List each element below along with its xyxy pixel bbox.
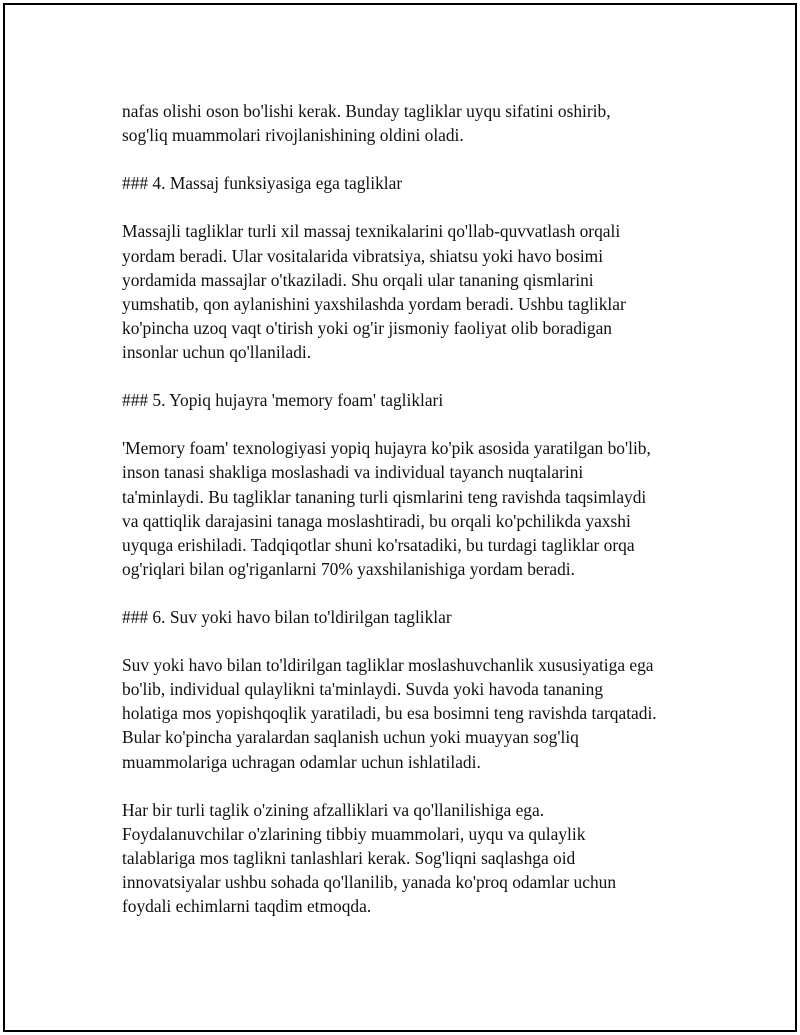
text-line: inson tanasi shakliga moslashadi va individual tayanch nuqtalarini: [122, 462, 584, 483]
text-line: sog'liq muammolari rivojlanishining oldini oladi.: [122, 125, 464, 146]
text-line: Har bir turli taglik o'zining afzalliklari va qo'llanilishiga ega.: [122, 799, 545, 820]
text-line: nafas olishi oson bo'lishi kerak. Bunday tagliklar uyqu sifatini oshirib,: [122, 101, 611, 121]
text-line: muammolariga uchragan odamlar uchun ishlatiladi.: [122, 751, 481, 772]
paragraph: [122, 99, 722, 147]
text-line: yordam beradi. Ular vositalarida vibratsiya, shiatsu yoki havo bosimi: [122, 245, 604, 266]
text-line: innovatsiyalar ushbu sohada qo'llanilib, yanada ko'proq odamlar uchun: [122, 872, 617, 892]
paragraph: [122, 436, 722, 581]
document-body: [122, 99, 722, 918]
text-line: talablariga mos taglikni tanlashlari kerak. Sog'liqni saqlashga oid: [122, 847, 576, 868]
text-line: Suv yoki havo bilan to'ldirilgan tagliklar moslashuvchanlik xususiyatiga ega: [122, 655, 654, 676]
paragraph: [122, 653, 722, 773]
text-line: va qattiqlik darajasini tanaga moslashtiradi, bu orqali ko'pchilikda yaxshi: [122, 510, 631, 531]
text-line: Massajli tagliklar turli xil massaj texnikalarini qo'llab-quvvatlash orqali: [122, 221, 621, 242]
paragraph: [122, 219, 722, 364]
text-line: yordamida massajlar o'tkaziladi. Shu orqali ular tananing qismlarini: [122, 269, 594, 290]
text-line: yumshatib, qon aylanishini yaxshilashda yordam beradi. Ushbu tagliklar: [122, 293, 626, 314]
section-heading: [122, 171, 722, 195]
page-frame: [3, 3, 797, 1032]
text-line: ta'minlaydi. Bu tagliklar tananing turli qismlarini teng ravishda taqsimlaydi: [122, 486, 647, 507]
text-line: holatiga mos yopishqoqlik yaratiladi, bu esa bosimni teng ravishda tarqatadi.: [122, 703, 657, 724]
text-line: ko'pincha uzoq vaqt o'tirish yoki og'ir jismoniy faoliyat olib boradigan: [122, 317, 612, 338]
heading-text: ### 5. Yopiq hujayra 'memory foam' tagliklari: [122, 390, 444, 411]
text-line: Bular ko'pincha yaralardan saqlanish uchun yoki muayyan sog'liq: [122, 727, 579, 748]
text-line: 'Memory foam' texnologiyasi yopiq hujayra ko'pik asosida yaratilgan bo'lib,: [122, 438, 651, 459]
text-line: uyquga erishiladi. Tadqiqotlar shuni ko'rsatadiki, bu turdagi tagliklar orqa: [122, 534, 635, 555]
text-line: bo'lib, individual qulaylikni ta'minlaydi. Suvda yoki havoda tananing: [122, 679, 604, 700]
text-line: foydali echimlarni taqdim etmoqda.: [122, 896, 372, 917]
text-line: og'riqlari bilan og'riganlarni 70% yaxshilanishiga yordam beradi.: [122, 558, 575, 579]
heading-text: ### 6. Suv yoki havo bilan to'ldirilgan tagliklar: [122, 606, 452, 627]
section-heading: [122, 605, 722, 629]
text-line: insonlar uchun qo'llaniladi.: [122, 341, 312, 362]
paragraph: [122, 798, 722, 918]
text-line: Foydalanuvchilar o'zlarining tibbiy muammolari, uyqu va qulaylik: [122, 823, 586, 844]
heading-text: ### 4. Massaj funksiyasiga ega tagliklar: [122, 173, 403, 194]
section-heading: [122, 388, 722, 412]
